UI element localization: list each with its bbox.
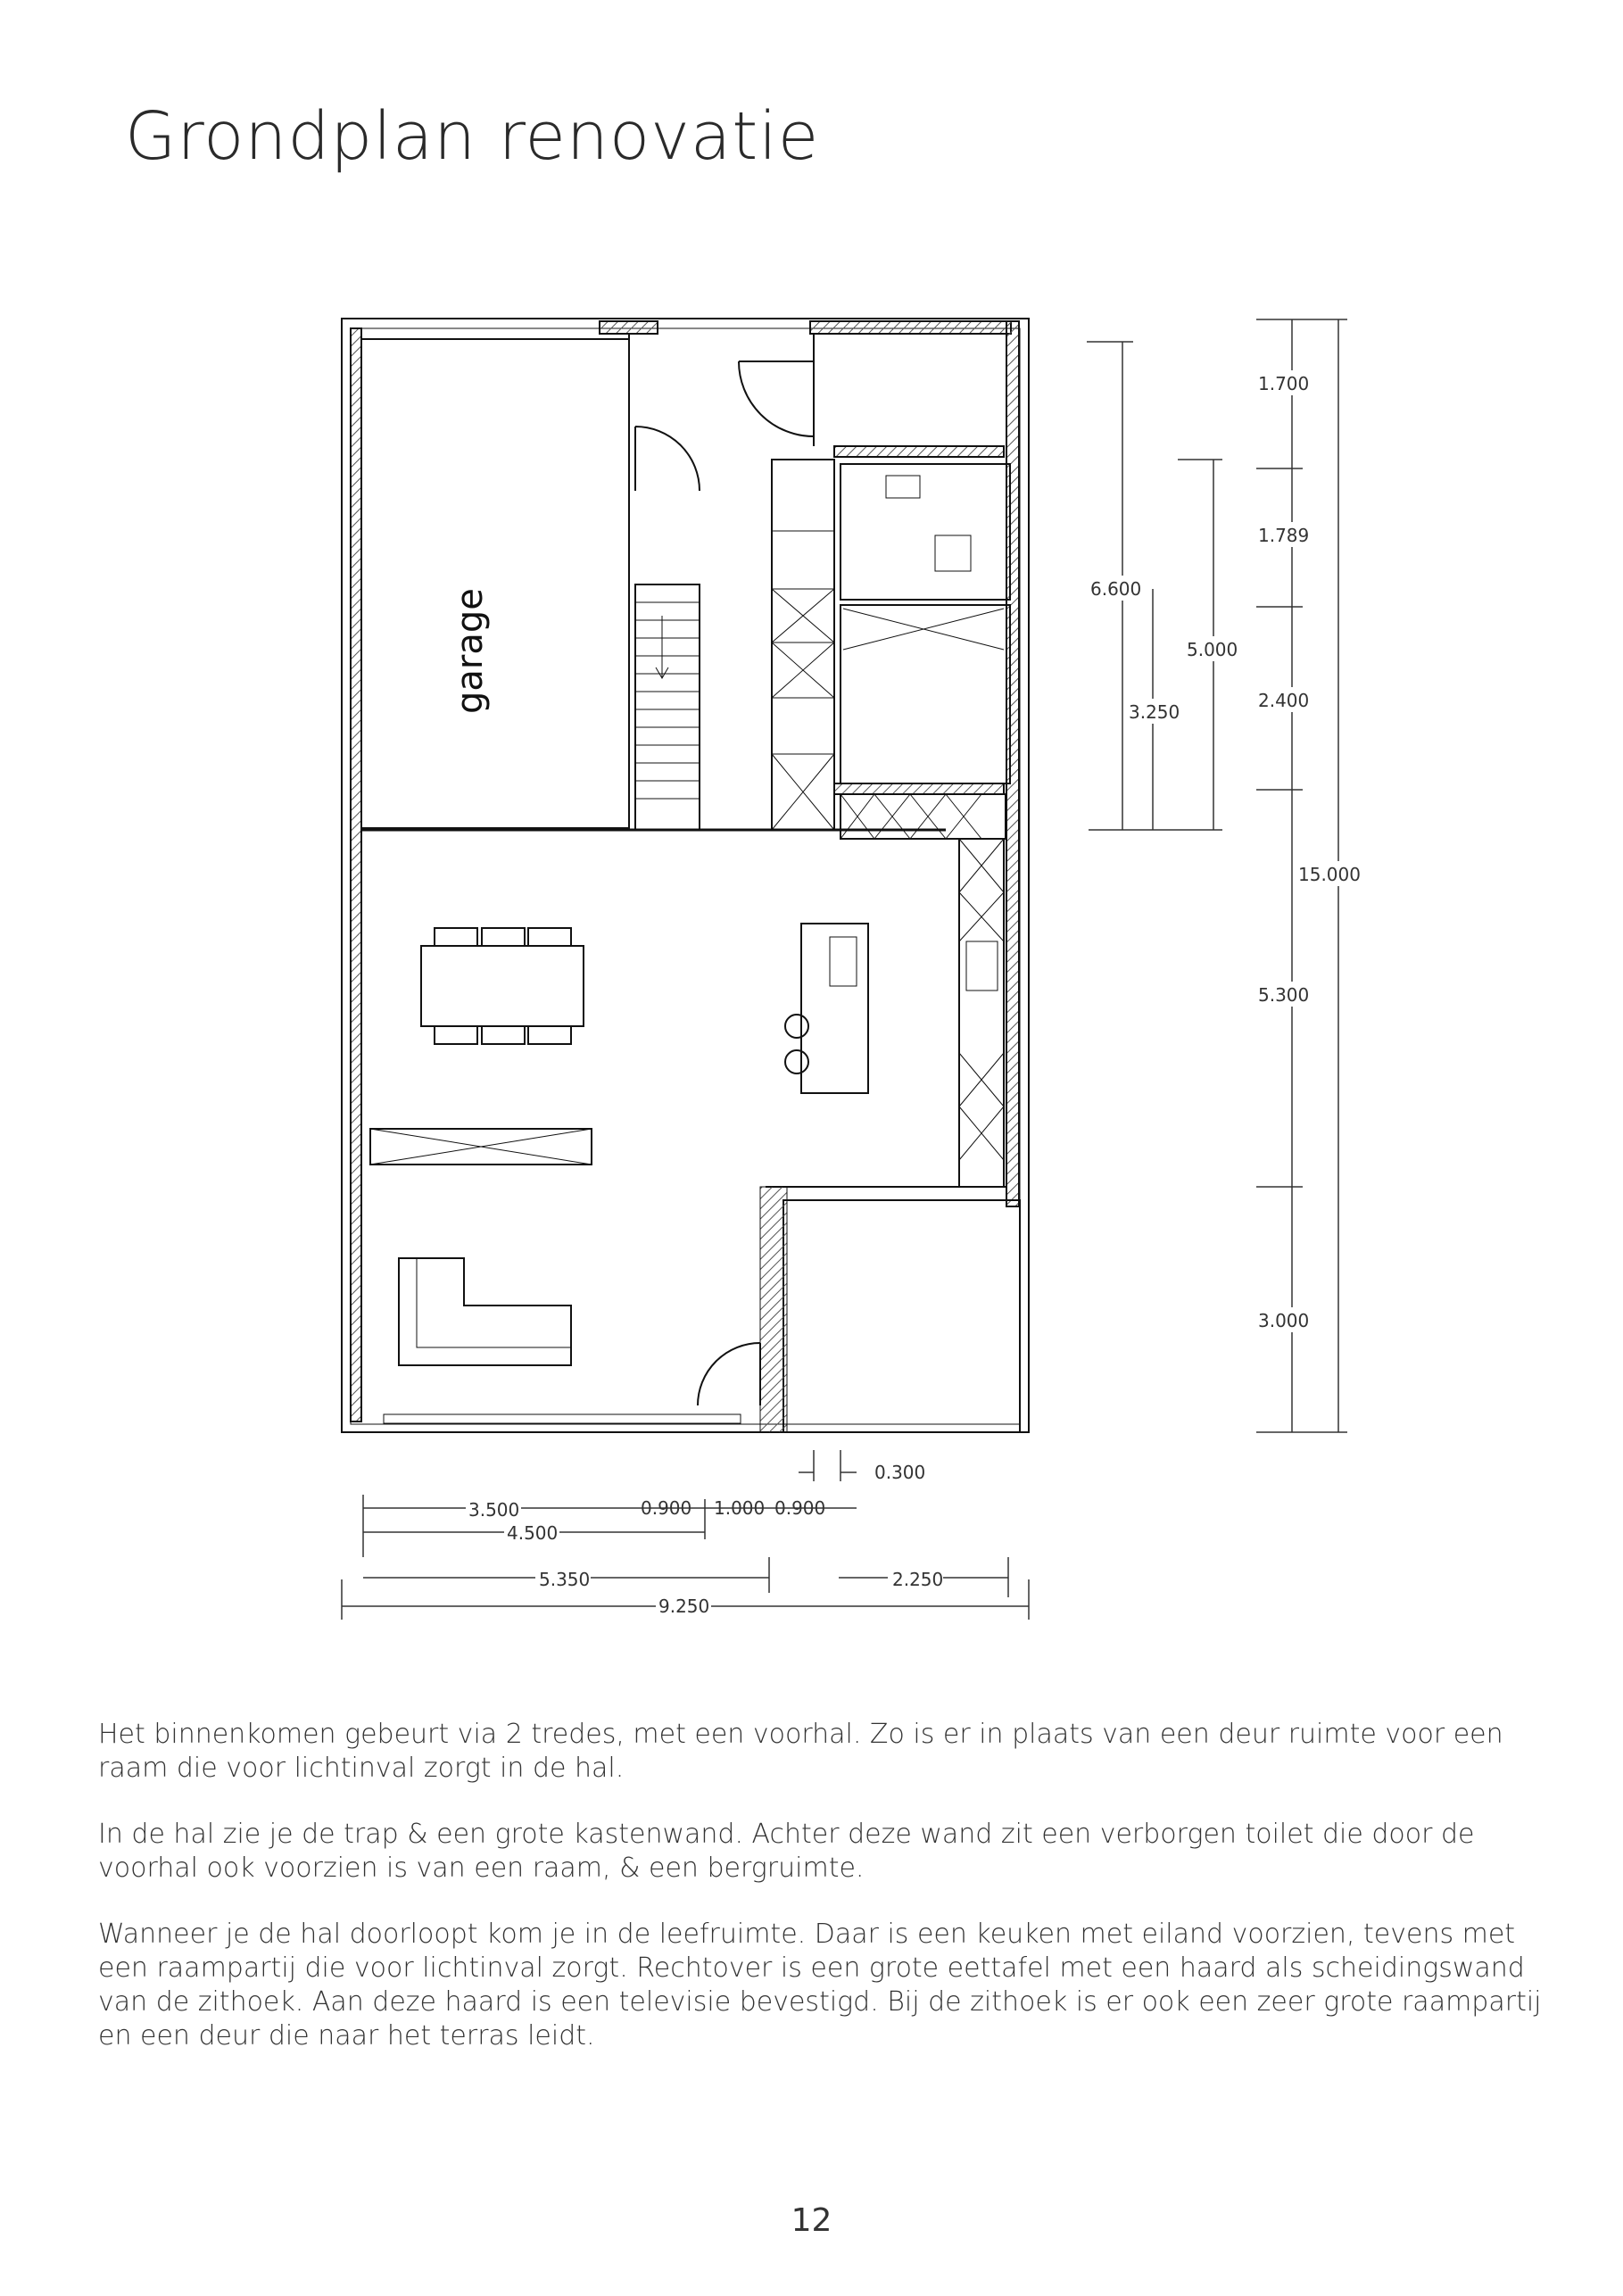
kitchen-cabinets-top: [840, 794, 1006, 839]
wall-hatch-right: [1006, 321, 1019, 1206]
dim-5000: 5.000: [1187, 639, 1238, 660]
wall-hatch-top: [600, 321, 658, 334]
staircase: [635, 584, 700, 830]
dim-9250: 9.250: [658, 1596, 710, 1617]
page-number: 12: [791, 2202, 832, 2239]
dim-0900b: 0.900: [774, 1497, 826, 1519]
dim-6600: 6.600: [1090, 578, 1142, 600]
wall-hatch-left: [351, 328, 361, 1422]
dim-3500: 3.500: [468, 1499, 520, 1521]
dim-0900a: 0.900: [641, 1497, 692, 1519]
dim-2400: 2.400: [1258, 690, 1310, 711]
paragraph: In de hal zie je de trap & een grote kastenwand. Achter deze wand zit een verborgen toilet die door de voorhal ook voorzien is van een raam, & een bergruimte.: [98, 1819, 1475, 1884]
room-label-garage: garage: [450, 588, 491, 714]
hall-door: [739, 361, 814, 436]
page-title: Grondplan renovatie: [125, 98, 820, 175]
dim-3250: 3.250: [1129, 701, 1180, 723]
bar-stool: [785, 1050, 808, 1073]
dim-1000: 1.000: [714, 1497, 766, 1519]
wall-hatch-top-right: [810, 321, 1011, 334]
dim-3000: 3.000: [1258, 1310, 1310, 1331]
kitchen-cabinets-right: [959, 839, 1004, 1187]
paragraph: Het binnenkomen gebeurt via 2 tredes, met een voorhal. Zo is er in plaats van een deur ruimte voor een raam die voor lichtinval zorgt in de hal.: [98, 1719, 1503, 1784]
sofa: [399, 1258, 571, 1365]
dim-5300: 5.300: [1258, 984, 1310, 1006]
dim-0300: 0.300: [874, 1462, 926, 1483]
dim-4500: 4.500: [507, 1522, 559, 1544]
garage-room: [361, 339, 629, 828]
terrace-door: [698, 1343, 760, 1405]
wardrobe-wall: [772, 460, 834, 830]
entrance-hall: [783, 1200, 1020, 1432]
outer-wall: [342, 319, 1029, 1432]
dining-table: [421, 946, 584, 1026]
dim-2250: 2.250: [892, 1569, 944, 1590]
description: [98, 1718, 1544, 2085]
dim-5350: 5.350: [539, 1569, 591, 1590]
garage-door: [635, 427, 700, 491]
floor-plan: [0, 294, 1623, 1651]
paragraph: Wanneer je de hal doorloopt kom je in de leefruimte. Daar is een keuken met eiland voorzien, tevens met een raampartij die voor lichtinval zorgt. Rechtover is een grote eettafel met een haard als scheidingswand van de zithoek. Aan deze haard is een televisie bevestigd. Bij de zithoek is er ook een zeer grote raampartij en een deur die naar het terras leidt.: [98, 1919, 1542, 2051]
bar-stool: [785, 1015, 808, 1038]
storage-room: [840, 605, 1010, 783]
dim-1700: 1.700: [1258, 373, 1310, 394]
toilet-room: [840, 464, 1010, 600]
kitchen-island: [801, 924, 868, 1093]
dim-15000: 15.000: [1298, 864, 1361, 885]
dim-1789: 1.789: [1258, 525, 1310, 546]
